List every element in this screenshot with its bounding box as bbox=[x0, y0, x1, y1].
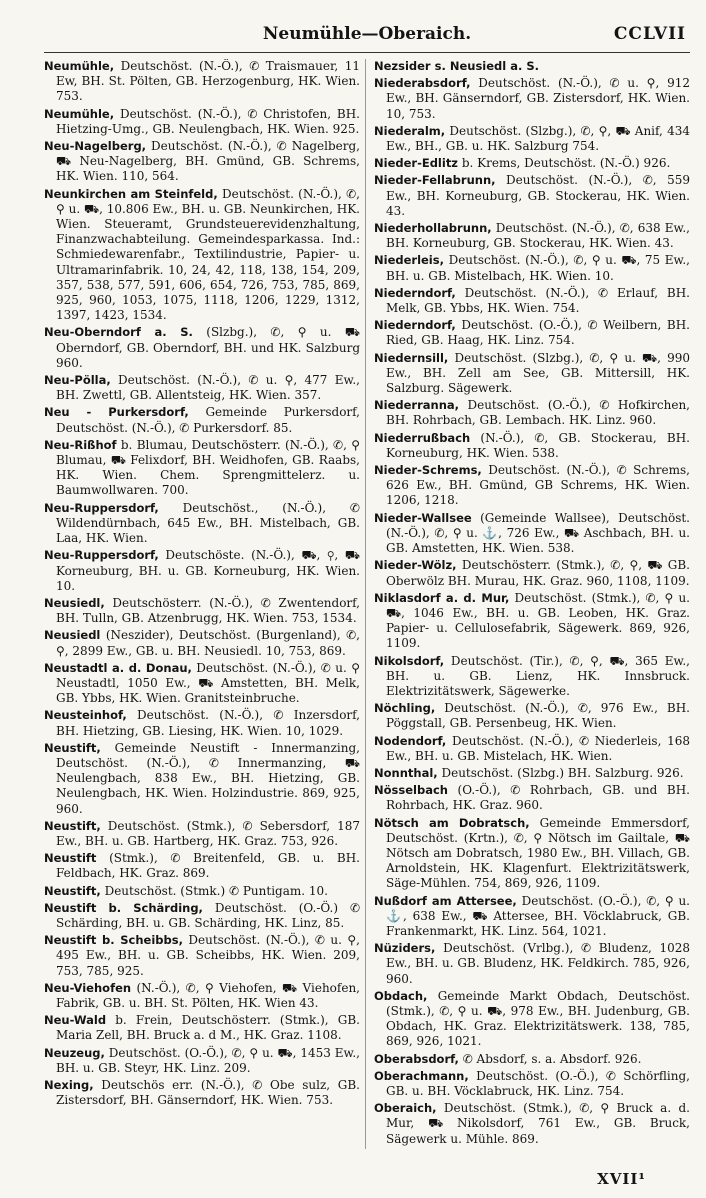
entry-details: Deutschöst. (N.-Ö.), ✆, 559 Ew., BH. Korneuburg, GB. Stockerau, HK. Wien. 43. bbox=[386, 173, 690, 218]
entry-placename: Nikolsdorf, bbox=[374, 653, 445, 668]
entry-details: Deutschöst. (N.-Ö.), ✆ Schrems, 626 Ew., BH. Gmünd, GB Schrems, HK. Wien. 1206, 1218. bbox=[386, 463, 690, 508]
entry-columns bbox=[44, 59, 690, 1149]
entry-details: Deutschösterr. (N.-Ö.), ✆ Zwentendorf, BH. Tulln, GB. Atzenbrugg, HK. Wien. 753, 1534. bbox=[56, 595, 360, 626]
entry-placename: Neusteinhof, bbox=[44, 708, 127, 723]
entry-placename: Nonnthal, bbox=[374, 765, 438, 780]
entry-details: Deutschöst. (Stmk.), ✆, ⚲ Bruck a. d. Mur, ⛟ Nikolsdorf, 761 Ew., GB. Bruck, Sägewerk u. Mühle. 869. bbox=[386, 1101, 690, 1146]
entry-details: (N.-Ö.), ✆, GB. Stockerau, BH. Korneuburg, HK. Wien. 538. bbox=[386, 430, 690, 460]
entry-placename: Niederranna, bbox=[374, 398, 460, 413]
entry-details: Deutschöst. (Slzbg.), ✆, ⚲, ⛟ Anif, 434 Ew., BH., GB. u. HK. Salzburg 754. bbox=[386, 123, 690, 154]
directory-entry bbox=[44, 981, 360, 1011]
entry-details: Deutschös err. (N.-Ö.), ✆ Obe sulz, GB. Zistersdorf, BH. Gänserndorf, HK. Wien. 753. bbox=[56, 1078, 360, 1108]
directory-entry bbox=[374, 124, 690, 154]
entry-placename: Neusiedl bbox=[44, 628, 101, 643]
directory-entry bbox=[374, 1069, 690, 1099]
directory-entry bbox=[374, 734, 690, 764]
directory-entry bbox=[374, 894, 690, 940]
directory-entry bbox=[374, 59, 690, 74]
entry-placename: Neu-Oberndorf a. S. bbox=[44, 325, 193, 340]
directory-entry bbox=[44, 405, 360, 435]
directory-entry bbox=[374, 558, 690, 588]
directory-entry bbox=[44, 933, 360, 979]
entry-placename: Neu-Rißhof bbox=[44, 437, 117, 452]
entry-details: Deutschöst. (O.-Ö.), ✆, ⚲ u. ⛟, 1453 Ew., BH. u. GB. Steyr, HK. Linz. 209. bbox=[56, 1045, 360, 1075]
entry-details: Gemeinde Purkersdorf, Deutschöst. (N.-Ö.), ✆ Purkersdorf. 85. bbox=[56, 405, 360, 435]
entry-placename: Niederhollabrunn, bbox=[374, 221, 492, 236]
entry-details: Deutschöst. (N.-Ö.), ✆ Inzersdorf, BH. Hietzing, GB. Liesing, HK. Wien. 10, 1029. bbox=[56, 708, 360, 738]
directory-entry bbox=[44, 819, 360, 849]
entry-details: Deutschöst. (O.-Ö.), ✆ Schörfling, GB. u. BH. Vöcklabruck, HK. Linz. 754. bbox=[386, 1068, 690, 1098]
entry-details: Deutschöst. (N.-Ö.), ✆ Niederleis, 168 Ew., BH. u. GB. Mistelach, HK. Wien. bbox=[386, 733, 690, 763]
entry-details: Deutschöst. (N.-Ö.), ✆ Erlauf, BH. Melk, GB. Ybbs, HK. Wien. 754. bbox=[386, 285, 690, 316]
directory-entry bbox=[374, 221, 690, 251]
entry-details: ✆ Absdorf, s. a. Absdorf. 926. bbox=[458, 1051, 642, 1066]
page-header bbox=[44, 18, 690, 53]
directory-entry bbox=[44, 741, 360, 817]
directory-entry bbox=[44, 1013, 360, 1043]
entry-placename: Nieder-Wallsee bbox=[374, 510, 472, 525]
entry-details: (N.-Ö.), ✆, ⚲ Viehofen, ⛟ Viehofen, Fabrik, GB. u. BH. St. Pölten, HK. Wien 43. bbox=[56, 980, 360, 1010]
entry-placename: Neu-Nagelberg, bbox=[44, 139, 147, 154]
entry-placename: Nöchling, bbox=[374, 701, 436, 716]
directory-entry bbox=[374, 511, 690, 557]
entry-placename: Neustift, bbox=[44, 740, 101, 755]
entry-details: (Stmk.), ✆ Breitenfeld, GB. u. BH. Feldbach, HK. Graz. 869. bbox=[56, 851, 360, 881]
entry-placename: Neusiedl, bbox=[44, 595, 105, 610]
directory-entry bbox=[44, 325, 360, 371]
entry-details: Deutschöst. (Vrlbg.), ✆ Bludenz, 1028 Ew., BH. u. GB. Bludenz, HK. Feldkirch. 785, 926, 960. bbox=[386, 941, 690, 986]
entry-details: b. Frein, Deutschösterr. (Stmk.), GB. Maria Zell, BH. Bruck a. d M., HK. Graz. 1108. bbox=[56, 1013, 360, 1043]
entry-details: (Neszider), Deutschöst. (Burgenland), ✆, ⚲, 2899 Ew., GB. u. BH. Neusiedl. 10, 753, 869. bbox=[56, 628, 360, 658]
entry-placename: Nezsider s. Neusiedl a. S. bbox=[374, 59, 539, 73]
entry-details: Deutschöst. (Stmk.) ✆ Puntigam. 10. bbox=[100, 883, 328, 898]
directory-entry bbox=[44, 373, 360, 403]
directory-entry bbox=[374, 156, 690, 171]
entry-details: Deutschöst. (Stmk.), ✆, ⚲ u. ⛟, 1046 Ew., BH. u. GB. Leoben, HK. Graz. Papier- u. Cellulosefabrik, Sägewerk. 869, 926, 1109. bbox=[386, 590, 690, 651]
entry-details: Deutschöst. (N.-Ö.), ✆, 638 Ew., BH. Korneuburg, GB. Stockerau, HK. Wien. 43. bbox=[386, 221, 690, 251]
directory-entry bbox=[374, 76, 690, 122]
sheet-signature: XVII¹ bbox=[597, 1170, 646, 1188]
entry-placename: Neustift b. Scheibbs, bbox=[44, 933, 183, 948]
entry-details: Deutschöst. (N.-Ö.), ✆ u. ⚲ Neustadtl, 1050 Ew., ⛟ Amstetten, BH. Melk, GB. Ybbs, HK. Wien. Granitsteinbruche. bbox=[56, 660, 360, 706]
entry-placename: Niederrußbach bbox=[374, 430, 471, 445]
entry-details: Deutschöst. (N.-Ö.), ✆ u. ⚲, 495 Ew., BH. u. GB. Scheibbs, HK. Wien. 209, 753, 785, 925. bbox=[56, 933, 360, 978]
entry-placename: Nüziders, bbox=[374, 941, 436, 956]
entry-details: Deutschöst. (O.-Ö.), ✆ Hofkirchen, BH. Rohrbach, GB. Lembach. HK. Linz. 960. bbox=[386, 398, 690, 428]
entry-placename: Nieder-Fellabrunn, bbox=[374, 173, 496, 188]
page-number: CCLVII bbox=[613, 24, 686, 44]
entry-details: Deutschöste. (N.-Ö.), ⛟, ⚲, ⛟ Korneuburg, BH. u. GB. Korneuburg, HK. Wien. 10. bbox=[56, 548, 360, 593]
entry-details: Deutschöst. (O.-Ö.) ✆ Schärding, BH. u. GB. Schärding, HK. Linz, 85. bbox=[56, 900, 360, 930]
entry-placename: Nodendorf, bbox=[374, 733, 447, 748]
entry-placename: Niedernsill, bbox=[374, 350, 449, 365]
entry-details: Deutschöst. (Tir.), ✆, ⚲, ⛟, 365 Ew., BH. u. GB. Lienz, HK. Innsbruck. Elektrizitätswerk, Sägewerke. bbox=[386, 653, 690, 698]
left-column bbox=[44, 59, 366, 1149]
entry-details: Deutschöst. (Slzbg.) BH. Salzburg. 926. bbox=[437, 765, 684, 780]
entry-details: Deutschöst. (N.-Ö.), ✆ Christofen, BH. Hietzing-Umg., GB. Neulengbach, HK. Wien. 925. bbox=[56, 106, 360, 136]
directory-entry bbox=[44, 139, 360, 185]
entry-details: Deutschöst. (N.-Ö.), ✆ u. ⚲, 912 Ew., BH. Gänserndorf, GB. Zistersdorf, HK. Wien. 10, 753. bbox=[386, 76, 690, 121]
entry-details: b. Krems, Deutschöst. (N.-Ö.) 926. bbox=[458, 156, 671, 171]
entry-placename: Neustift, bbox=[44, 883, 101, 898]
entry-placename: Neumühle, bbox=[44, 106, 115, 121]
entry-placename: Obdach, bbox=[374, 988, 428, 1003]
entry-placename: Nußdorf am Attersee, bbox=[374, 893, 517, 908]
entry-details: Deutschöst. (N.-Ö.), ✆, ⚲ u. ⛟, 75 Ew., BH. u. GB. Mistelbach, HK. Wien. 10. bbox=[386, 253, 690, 283]
directory-entry bbox=[374, 591, 690, 652]
entry-details: Deutschöst. (O.-Ö.), ✆ Weilbern, BH. Ried, GB. Haag, HK. Linz. 754. bbox=[386, 318, 690, 348]
entry-placename: Oberabsdorf, bbox=[374, 1051, 459, 1066]
directory-entry bbox=[374, 989, 690, 1050]
entry-details: b. Blumau, Deutschösterr. (N.-Ö.), ✆, ⚲ Blumau, ⛟ Felixdorf, BH. Weidhofen, GB. Raabs, HK. Wien. Chem. Sprengmittelerz. u. Baumwollwaren. 700. bbox=[56, 437, 360, 498]
directory-entry bbox=[374, 816, 690, 892]
entry-placename: Neu-Pölla, bbox=[44, 373, 111, 388]
entry-details: Deutschöst. (N.-Ö.), ✆ Nagelberg, ⛟ Neu-Nagelberg, BH. Gmünd, GB. Schrems, HK. Wien. 110, 564. bbox=[56, 139, 360, 184]
entry-placename: Neu-Viehofen bbox=[44, 980, 132, 995]
entry-placename: Neustift bbox=[44, 851, 97, 866]
page-title: Neumühle—Oberaich. bbox=[262, 24, 472, 44]
directory-entry bbox=[44, 59, 360, 105]
entry-placename: Neumühle, bbox=[44, 59, 115, 73]
entry-placename: Neu-Ruppersdorf, bbox=[44, 548, 159, 563]
directory-entry bbox=[374, 654, 690, 700]
directory-entry bbox=[374, 253, 690, 283]
entry-details: Deutschöst. (N.-Ö.), ✆ u. ⚲, 477 Ew., BH. Zwettl, GB. Allentsteig, HK. Wien. 357. bbox=[56, 373, 360, 403]
entry-placename: Niederndorf, bbox=[374, 318, 456, 333]
entry-details: (Gemeinde Wallsee), Deutschöst. (N.-Ö.), ✆, ⚲ u. ⚓, 726 Ew., ⛟ Aschbach, BH. u. GB. Amstetten, HK. Wien. 538. bbox=[386, 510, 690, 556]
entry-placename: Neunkirchen am Steinfeld, bbox=[44, 186, 218, 201]
directory-entry bbox=[374, 398, 690, 428]
directory-entry bbox=[374, 1052, 690, 1067]
entry-placename: Neu - Purkersdorf, bbox=[44, 405, 189, 420]
directory-entry bbox=[44, 884, 360, 899]
entry-details: Deutschöst. (Stmk.), ✆ Sebersdorf, 187 Ew., BH. u. GB. Hartberg, HK. Graz. 753, 926. bbox=[56, 818, 360, 848]
directory-entry bbox=[44, 187, 360, 324]
entry-details: Deutschöst. (N.-Ö.), ✆ Traismauer, 11 Ew, BH. St. Pölten, GB. Herzogenburg, HK. Wien. 753. bbox=[56, 59, 360, 104]
entry-placename: Niederalm, bbox=[374, 123, 446, 138]
directory-entry bbox=[44, 628, 360, 658]
entry-details: (O.-Ö.), ✆ Rohrbach, GB. und BH. Rohrbach, HK. Graz. 960. bbox=[386, 783, 690, 813]
directory-entry bbox=[44, 1078, 360, 1108]
entry-placename: Neustift, bbox=[44, 818, 101, 833]
entry-placename: Oberachmann, bbox=[374, 1068, 469, 1083]
entry-details: (Slzbg.), ✆, ⚲ u. ⛟ Oberndorf, GB. Oberndorf, BH. und HK. Salzburg 960. bbox=[56, 325, 360, 370]
directory-entry bbox=[44, 661, 360, 707]
entry-placename: Nieder-Schrems, bbox=[374, 463, 482, 478]
entry-placename: Niklasdorf a. d. Mur, bbox=[374, 590, 510, 605]
entry-details: Deutschöst. (N.-Ö.), ✆, ⚲ u. ⛟, 10.806 Ew., BH. u. GB. Neunkirchen, HK. Wien. Steueramt, Grundsteuerevidenzhaltung, Finanzwachabteilung. Gemeindesparkassa. Ind.: Schmiedewarenfabr., Textilindustrie, Papier- u. Ultramarinfabrik. 10, 24, 42, 118, 138, 154, 209, 357, 538, 577, 591, 606, 654, 726, 753, 785, 869, 925, 960, 1053, 1075, 1118, 1206, 1229, 1312, 1397, 1423, 1534. bbox=[56, 186, 360, 323]
right-column bbox=[374, 59, 690, 1149]
entry-details: Deutschöst. (O.-Ö.), ✆, ⚲ u. ⚓, 638 Ew., ⛟ Attersee, BH. Vöcklabruck, GB. Frankenmarkt, HK. Linz. 564, 1021. bbox=[386, 893, 690, 938]
directory-entry bbox=[44, 851, 360, 881]
directory-entry bbox=[374, 941, 690, 987]
directory-entry bbox=[374, 286, 690, 316]
directory-entry bbox=[44, 107, 360, 137]
directory-entry bbox=[44, 548, 360, 594]
entry-details: Deutschöst., (N.-Ö.), ✆ Wildendürnbach, 645 Ew., BH. Mistelbach, GB. Laa, HK. Wien. bbox=[56, 500, 360, 546]
directory-entry bbox=[374, 431, 690, 461]
directory-entry bbox=[44, 901, 360, 931]
entry-placename: Nötsch am Dobratsch, bbox=[374, 815, 530, 830]
entry-placename: Neustift b. Schärding, bbox=[44, 900, 203, 915]
entry-placename: Neu-Ruppersdorf, bbox=[44, 500, 159, 515]
directory-entry bbox=[374, 783, 690, 813]
entry-details: Gemeinde Neustift - Innermanzing, Deutschöst. (N.-Ö.), ✆ Innermanzing, ⛟ Neulengbach, 838 Ew., BH. Hietzing, GB. Neulengbach, HK. Wien. Holzindustrie. 869, 925, 960. bbox=[56, 740, 360, 816]
entry-placename: Oberaich, bbox=[374, 1101, 437, 1116]
directory-entry bbox=[374, 463, 690, 509]
directory-entry bbox=[374, 318, 690, 348]
directory-entry bbox=[374, 351, 690, 397]
entry-placename: Nieder-Edlitz bbox=[374, 156, 459, 171]
directory-entry bbox=[374, 766, 690, 781]
entry-placename: Niederndorf, bbox=[374, 285, 456, 300]
entry-placename: Neu-Wald bbox=[44, 1013, 107, 1028]
entry-details: Deutschösterr. (Stmk.), ✆, ⚲, ⛟ GB. Oberwölz BH. Murau, HK. Graz. 960, 1108, 1109. bbox=[386, 558, 690, 588]
directory-entry bbox=[44, 708, 360, 738]
entry-placename: Nieder-Wölz, bbox=[374, 558, 457, 573]
entry-placename: Niederleis, bbox=[374, 253, 444, 268]
directory-entry bbox=[44, 1046, 360, 1076]
directory-entry bbox=[44, 596, 360, 626]
directory-entry bbox=[374, 1101, 690, 1147]
entry-placename: Neuzeug, bbox=[44, 1045, 105, 1060]
entry-details: Deutschöst. (Slzbg.), ✆, ⚲ u. ⛟, 990 Ew., BH. Zell am See, GB. Mittersill, HK. Salzburg. Sägewerk. bbox=[386, 350, 690, 396]
entry-details: Deutschöst. (N.-Ö.), ✆, 976 Ew., BH. Pöggstall, GB. Persenbeug, HK. Wien. bbox=[386, 701, 690, 731]
entry-placename: Nösselbach bbox=[374, 783, 448, 798]
directory-entry bbox=[374, 701, 690, 731]
entry-placename: Niederabsdorf, bbox=[374, 76, 471, 91]
entry-details: Gemeinde Markt Obdach, Deutschöst. (Stmk.), ✆, ⚲ u. ⛟, 978 Ew., BH. Judenburg, GB. Obdach, HK. Graz. Elektrizitätswerk. 138, 785, 869, 926, 1021. bbox=[386, 988, 690, 1049]
directory-entry bbox=[44, 501, 360, 547]
entry-details: Gemeinde Emmersdorf, Deutschöst. (Krtn.), ✆, ⚲ Nötsch im Gailtale, ⛟ Nötsch am Dobratsch, 1980 Ew., BH. Villach, GB. Arnoldstein, HK. Klagenfurt. Elektrizitätswerk, Säge-Mühlen. 754, 869, 926, 1109. bbox=[386, 815, 690, 891]
directory-entry bbox=[44, 438, 360, 499]
entry-placename: Neustadtl a. d. Donau, bbox=[44, 660, 192, 675]
directory-entry bbox=[374, 173, 690, 219]
entry-placename: Nexing, bbox=[44, 1078, 94, 1092]
